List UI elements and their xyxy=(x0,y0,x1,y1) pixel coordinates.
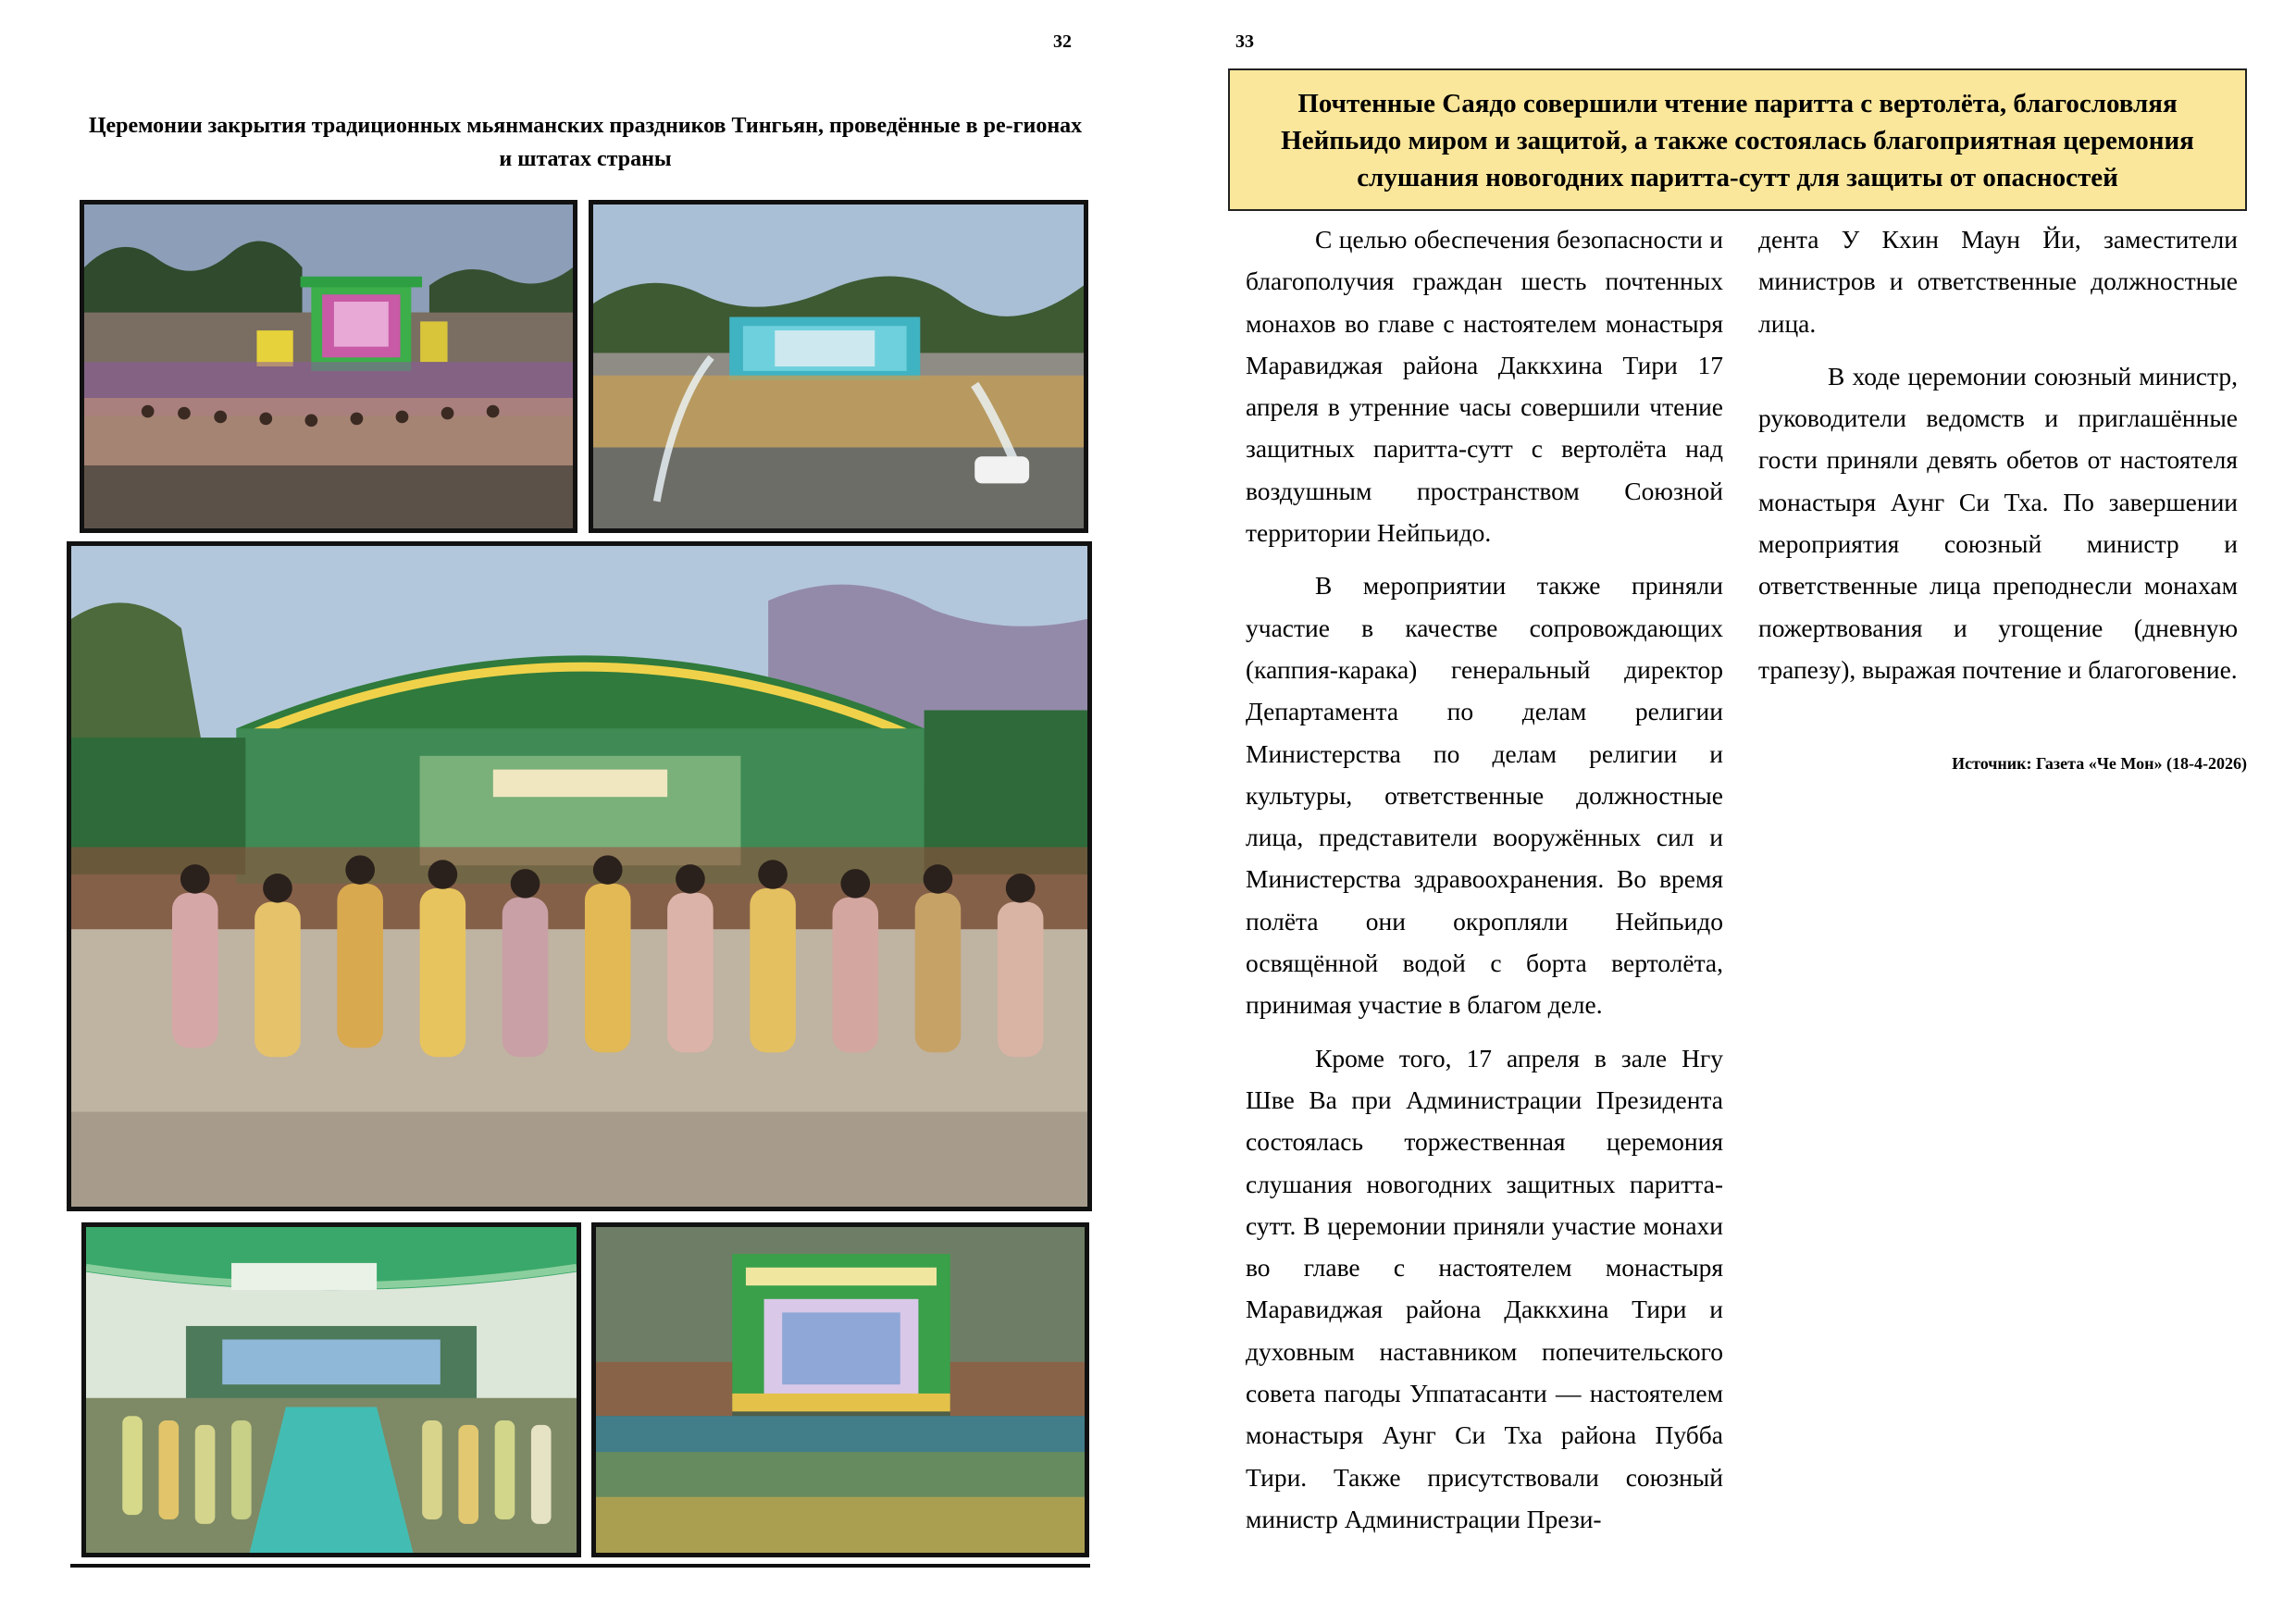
photo-green-decorated-hall xyxy=(81,1222,581,1557)
article-column-2 xyxy=(1758,218,2238,690)
left-page-bottom-rule xyxy=(70,1564,1090,1568)
photo-evening-stage-crowd xyxy=(591,1222,1089,1557)
paragraph: С целью обеспечения безопасности и благополучия граждан шесть почтенных монахов во главе с настоятелем монастыря Маравиджая района Даккхина Тири 17 апреля в утренние часы совершили чтение защитных паритта-сутт с вертолёта над воздушным пространством Союзной территории Нейпьидо. xyxy=(1246,225,1723,548)
article-column-1 xyxy=(1246,218,1723,1540)
photo-water-fountain-stage xyxy=(589,200,1088,533)
paragraph: В мероприятии также приняли участие в качестве сопровождающих (каппия-карака) генеральный директор Департамента по делам религии Министерства по делам религии и культуры, ответственные должностные лица, представители вооружённых сил и Министерства здравоохранения. Во время полёта они окропляли Нейпьидо освящённой водой с борта вертолёта, принимая участие в благом деле. xyxy=(1246,571,1723,1020)
paragraph: В ходе церемонии союзный министр, руководители ведомств и приглашённые гости приняли девять обетов от настоятеля монастыря Аунг Си Тха. По завершении мероприятия союзный министр и ответственные лица преподнесли монахам пожертвования и угощение (дневную трапезу), выражая почтение и благоговение. xyxy=(1758,361,2238,684)
article-headline: Почтенные Саядо совершили чтение паритта с вертолёта, благословляя Нейпьидо миром и защитой, а также состоялась благоприятная церемония слушания новогодних паритта-сутт для защиты от опасностей xyxy=(1228,68,2247,211)
paragraph-continued: дента У Кхин Маун Йи, заместители министров и ответственные должностные лица. xyxy=(1758,225,2238,338)
photo-evening-stage-dancers xyxy=(80,200,577,533)
photo-large-festival-dance xyxy=(67,541,1092,1211)
article-source: Источник: Газета «Че Мон» (18-4-2026) xyxy=(1952,754,2247,773)
paragraph: Кроме того, 17 апреля в зале Нгу Шве Ва при Администрации Президента состоялась торжественная церемония слушания новогодних защитных паритта-сутт. В церемонии приняли участие монахи во главе с настоятелем монастыря Маравиджая района Даккхина Тири и духовным наставником попечительского совета пагоды Уппатасанти — настоятелем монастыря Аунг Си Тха района Пубба Тири. Также присутствовали союзный министр Администрации Прези- xyxy=(1246,1043,1723,1533)
page-number-right: 33 xyxy=(1235,31,1254,52)
left-page-title: Церемонии закрытия традиционных мьянманских праздников Тингьян, проведённые в ре-гионах и штатах страны xyxy=(88,114,1083,171)
page-number-left: 32 xyxy=(1053,31,1072,52)
